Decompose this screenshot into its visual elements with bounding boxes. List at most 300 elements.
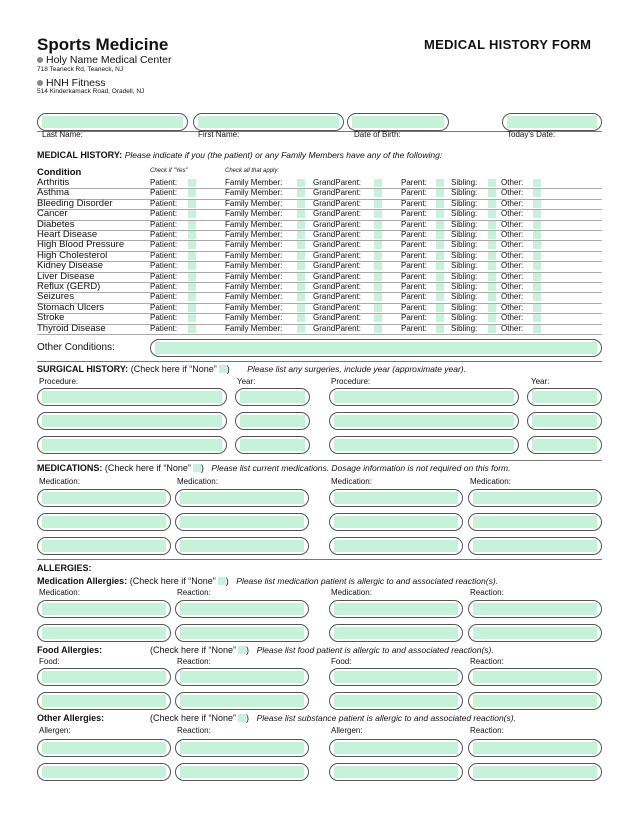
check-label: Family Member:: [225, 230, 283, 239]
check-label: Patient:: [150, 313, 178, 323]
condition-name: Asthma: [37, 187, 70, 199]
check-all-header: Check all that apply:: [225, 168, 280, 174]
check-label: Patient:: [150, 271, 178, 281]
condition-checkbox[interactable]: [374, 273, 382, 281]
check-label: Patient:: [150, 292, 178, 302]
medication-label: Medication:: [39, 477, 80, 486]
reaction-field[interactable]: [468, 692, 602, 710]
first-name-label: First Name:: [198, 130, 240, 139]
condition-checkbox[interactable]: [297, 293, 305, 301]
condition-name: Arthritis: [37, 177, 70, 188]
check-label: Other:: [501, 271, 524, 281]
check-label: Patient:: [150, 209, 178, 219]
other-allergies-none-checkbox[interactable]: [238, 714, 246, 722]
condition-checkbox[interactable]: [297, 189, 305, 197]
condition-checkbox[interactable]: [488, 293, 496, 301]
check-label: Patient:: [150, 198, 178, 208]
allergy-col1-label: Allergen:: [331, 726, 363, 735]
year-label: Year:: [531, 377, 550, 386]
check-label: Family Member:: [225, 302, 283, 312]
condition-checkbox[interactable]: [297, 252, 305, 260]
condition-name: Stomach Ulcers: [37, 301, 105, 313]
condition-checkbox[interactable]: [533, 231, 541, 239]
other-conditions-field[interactable]: [150, 339, 602, 357]
check-yes-header: Check if "Yes": [150, 168, 188, 174]
check-label: Sibling:: [451, 219, 478, 229]
check-label: Family Member:: [225, 292, 283, 302]
allergy-item-field[interactable]: [329, 624, 463, 642]
condition-checkbox[interactable]: [488, 200, 496, 208]
allergy-col2-label: Reaction:: [177, 657, 211, 666]
check-label: GrandParent:: [313, 261, 362, 271]
other-allergies-heading: Other Allergies:: [37, 713, 105, 723]
location-1: [37, 54, 171, 66]
medication-field[interactable]: [175, 513, 309, 531]
condition-checkbox[interactable]: [188, 231, 196, 239]
bullet-icon: [37, 80, 43, 86]
check-label: Parent:: [401, 313, 427, 323]
condition-checkbox[interactable]: [436, 252, 444, 260]
allergy-item-field[interactable]: [37, 624, 171, 642]
check-label: Sibling:: [451, 250, 478, 260]
allergy-col1-label: Food:: [39, 657, 60, 666]
form-title: MEDICAL HISTORY FORM: [424, 37, 592, 52]
medication-field[interactable]: [329, 537, 463, 555]
condition-checkbox[interactable]: [374, 241, 382, 249]
check-label: Sibling:: [451, 271, 478, 281]
condition-checkbox[interactable]: [297, 325, 305, 333]
medication-field[interactable]: [468, 537, 602, 555]
check-label: Parent:: [401, 292, 427, 302]
reaction-field[interactable]: [175, 763, 309, 781]
medication-label: Medication:: [470, 477, 511, 486]
check-label: GrandParent:: [313, 198, 362, 208]
other-allergies-note: (Check here if “None” ) Please list substance patient is allergic to and associated reaction(s).: [150, 713, 516, 723]
condition-checkbox[interactable]: [374, 221, 382, 229]
medication-field[interactable]: [175, 537, 309, 555]
condition-checkbox[interactable]: [188, 200, 196, 208]
check-label: Parent:: [401, 178, 427, 187]
location-name: Holy Name Medical Center: [46, 54, 172, 66]
allergy-col2-label: Reaction:: [470, 726, 504, 735]
check-label: Sibling:: [451, 230, 478, 239]
allergy-item-field[interactable]: [37, 668, 171, 686]
condition-name: Heart Disease: [37, 229, 98, 240]
condition-checkbox[interactable]: [436, 273, 444, 281]
condition-name: Reflux (GERD): [37, 281, 101, 292]
allergy-col2-label: Reaction:: [177, 726, 211, 735]
check-label: Family Member:: [225, 240, 283, 250]
condition-name: High Blood Pressure: [37, 239, 125, 251]
condition-checkbox[interactable]: [374, 200, 382, 208]
condition-checkbox[interactable]: [436, 262, 444, 270]
check-label: Other:: [501, 313, 524, 323]
condition-checkbox[interactable]: [488, 221, 496, 229]
check-label: Patient:: [150, 230, 178, 239]
medication-field[interactable]: [37, 513, 171, 531]
check-label: Other:: [501, 323, 524, 333]
location-address: 514 Kinderkamack Road, Oradell, NJ: [37, 88, 145, 95]
check-label: Patient:: [150, 188, 178, 198]
check-label: GrandParent:: [313, 250, 362, 260]
check-label: GrandParent:: [313, 219, 362, 229]
medical-history-heading: MEDICAL HISTORY: Please indicate if you (the patient) or any Family Members have any of the following:: [37, 150, 443, 160]
check-label: Parent:: [401, 302, 427, 312]
allergy-col2-label: Reaction:: [470, 588, 504, 597]
condition-checkbox[interactable]: [488, 314, 496, 322]
condition-checkbox[interactable]: [297, 221, 305, 229]
check-label: Family Member:: [225, 271, 283, 281]
last-name-label: Last Name:: [42, 130, 83, 139]
condition-name: Bleeding Disorder: [37, 197, 113, 209]
condition-checkbox[interactable]: [436, 241, 444, 249]
condition-checkbox[interactable]: [533, 325, 541, 333]
reaction-field[interactable]: [175, 624, 309, 642]
year-field[interactable]: [235, 412, 310, 430]
condition-checkbox[interactable]: [297, 210, 305, 218]
reaction-field[interactable]: [468, 624, 602, 642]
check-label: Sibling:: [451, 178, 478, 187]
check-label: GrandParent:: [313, 188, 362, 198]
check-label: Sibling:: [451, 292, 478, 302]
condition-checkbox[interactable]: [374, 283, 382, 291]
condition-checkbox[interactable]: [374, 314, 382, 322]
allergy-col1-label: Allergen:: [39, 726, 71, 735]
condition-checkbox[interactable]: [374, 179, 382, 187]
condition-checkbox[interactable]: [488, 210, 496, 218]
condition-checkbox[interactable]: [436, 179, 444, 187]
condition-checkbox[interactable]: [374, 262, 382, 270]
condition-checkbox[interactable]: [488, 304, 496, 312]
condition-checkbox[interactable]: [488, 189, 496, 197]
year-label: Year:: [237, 377, 256, 386]
condition-checkbox[interactable]: [188, 293, 196, 301]
check-label: Patient:: [150, 261, 178, 271]
medication-allergies-heading: Medication Allergies: (Check here if “None” ) Please list medication patient is allergic to and associated reaction(s).: [37, 576, 499, 586]
condition-checkbox[interactable]: [374, 293, 382, 301]
condition-checkbox[interactable]: [533, 273, 541, 281]
check-label: GrandParent:: [313, 313, 362, 323]
condition-checkbox[interactable]: [188, 325, 196, 333]
condition-checkbox[interactable]: [533, 179, 541, 187]
check-label: Patient:: [150, 178, 178, 187]
reaction-field[interactable]: [175, 668, 309, 686]
check-label: Sibling:: [451, 198, 478, 208]
condition-checkbox[interactable]: [188, 179, 196, 187]
medication-field[interactable]: [468, 513, 602, 531]
allergy-col1-label: Food:: [331, 657, 352, 666]
condition-checkbox[interactable]: [533, 304, 541, 312]
condition-checkbox[interactable]: [533, 283, 541, 291]
check-label: Family Member:: [225, 209, 283, 219]
condition-name: High Cholesterol: [37, 249, 108, 261]
condition-checkbox[interactable]: [488, 241, 496, 249]
allergy-item-field[interactable]: [329, 668, 463, 686]
dob-label: Date of Birth:: [354, 130, 401, 139]
condition-checkbox[interactable]: [488, 231, 496, 239]
condition-name: Seizures: [37, 291, 74, 303]
allergy-item-field[interactable]: [37, 763, 171, 781]
condition-checkbox[interactable]: [297, 262, 305, 270]
check-label: Parent:: [401, 323, 427, 333]
condition-checkbox[interactable]: [374, 189, 382, 197]
condition-checkbox[interactable]: [374, 231, 382, 239]
year-field[interactable]: [527, 388, 602, 406]
condition-checkbox[interactable]: [188, 262, 196, 270]
year-field[interactable]: [235, 436, 310, 454]
check-label: Other:: [501, 292, 524, 302]
condition-name: Stroke: [37, 312, 65, 324]
condition-checkbox[interactable]: [297, 304, 305, 312]
condition-checkbox[interactable]: [188, 210, 196, 218]
reaction-field[interactable]: [175, 739, 309, 757]
check-label: GrandParent:: [313, 178, 362, 187]
reaction-field[interactable]: [468, 668, 602, 686]
condition-checkbox[interactable]: [188, 273, 196, 281]
check-label: Family Member:: [225, 323, 283, 333]
condition-checkbox[interactable]: [436, 304, 444, 312]
condition-checkbox[interactable]: [488, 325, 496, 333]
condition-name: Thyroid Disease: [37, 322, 106, 334]
condition-checkbox[interactable]: [436, 325, 444, 333]
condition-checkbox[interactable]: [533, 221, 541, 229]
condition-checkbox[interactable]: [297, 241, 305, 249]
medication-field[interactable]: [175, 489, 309, 507]
check-label: Other:: [501, 240, 524, 250]
condition-column-header: Condition: [37, 167, 82, 178]
location-address: 718 Teaneck Rd, Teaneck, NJ: [37, 66, 124, 73]
allergy-col1-label: Medication:: [39, 588, 80, 597]
check-label: Family Member:: [225, 250, 283, 260]
condition-checkbox[interactable]: [188, 241, 196, 249]
check-label: Parent:: [401, 250, 427, 260]
check-label: Other:: [501, 261, 524, 271]
food-allergies-heading: Food Allergies:: [37, 645, 103, 655]
medication-label: Medication:: [331, 477, 372, 486]
check-label: Sibling:: [451, 282, 478, 291]
condition-checkbox[interactable]: [374, 252, 382, 260]
check-label: Parent:: [401, 188, 427, 198]
procedure-field[interactable]: [329, 412, 519, 430]
condition-checkbox[interactable]: [297, 179, 305, 187]
check-label: Parent:: [401, 261, 427, 271]
procedure-field[interactable]: [329, 388, 519, 406]
check-label: Parent:: [401, 230, 427, 239]
first-name-field[interactable]: [193, 113, 344, 131]
condition-checkbox[interactable]: [374, 210, 382, 218]
condition-checkbox[interactable]: [374, 325, 382, 333]
allergy-item-field[interactable]: [37, 600, 171, 618]
procedure-label: Procedure:: [331, 377, 371, 386]
check-label: Family Member:: [225, 313, 283, 323]
condition-checkbox[interactable]: [533, 252, 541, 260]
check-label: Parent:: [401, 240, 427, 250]
condition-checkbox[interactable]: [436, 231, 444, 239]
condition-checkbox[interactable]: [436, 314, 444, 322]
bullet-icon: [37, 57, 43, 63]
today-date-field[interactable]: [502, 113, 602, 131]
condition-checkbox[interactable]: [374, 304, 382, 312]
check-label: GrandParent:: [313, 282, 362, 291]
condition-checkbox[interactable]: [533, 314, 541, 322]
check-label: Family Member:: [225, 219, 283, 229]
condition-checkbox[interactable]: [297, 314, 305, 322]
check-label: Sibling:: [451, 209, 478, 219]
check-label: GrandParent:: [313, 302, 362, 312]
condition-checkbox[interactable]: [436, 200, 444, 208]
allergy-item-field[interactable]: [37, 692, 171, 710]
procedure-label: Procedure:: [39, 377, 79, 386]
condition-checkbox[interactable]: [188, 283, 196, 291]
food-allergies-none-checkbox[interactable]: [238, 646, 246, 654]
condition-name: Liver Disease: [37, 270, 95, 282]
medication-field[interactable]: [37, 537, 171, 555]
allergy-item-field[interactable]: [37, 739, 171, 757]
surgical-history-heading: SURGICAL HISTORY: (Check here if “None” ) Please list any surgeries, include year (approximate year).: [37, 364, 467, 374]
condition-checkbox[interactable]: [436, 189, 444, 197]
other-conditions-label: Other Conditions:: [37, 342, 115, 353]
check-label: Other:: [501, 302, 524, 312]
check-label: GrandParent:: [313, 240, 362, 250]
allergy-col2-label: Reaction:: [177, 588, 211, 597]
condition-checkbox[interactable]: [188, 189, 196, 197]
location-name: HNH Fitness: [46, 77, 106, 89]
medication-field[interactable]: [37, 489, 171, 507]
condition-checkbox[interactable]: [436, 293, 444, 301]
check-label: Other:: [501, 219, 524, 229]
check-label: GrandParent:: [313, 292, 362, 302]
dob-field[interactable]: [347, 113, 449, 131]
condition-checkbox[interactable]: [533, 210, 541, 218]
check-label: Parent:: [401, 282, 427, 291]
check-label: GrandParent:: [313, 209, 362, 219]
medication-field[interactable]: [329, 489, 463, 507]
condition-checkbox[interactable]: [533, 262, 541, 270]
check-label: Sibling:: [451, 188, 478, 198]
check-label: Sibling:: [451, 313, 478, 323]
check-label: Family Member:: [225, 198, 283, 208]
check-label: GrandParent:: [313, 271, 362, 281]
condition-checkbox[interactable]: [188, 252, 196, 260]
check-label: GrandParent:: [313, 230, 362, 239]
clinic-title: Sports Medicine: [37, 35, 169, 54]
procedure-field[interactable]: [329, 436, 519, 454]
condition-checkbox[interactable]: [436, 283, 444, 291]
condition-row: [37, 324, 602, 335]
condition-name: Cancer: [37, 208, 68, 220]
condition-checkbox[interactable]: [188, 304, 196, 312]
check-label: Parent:: [401, 198, 427, 208]
check-label: Patient:: [150, 240, 178, 250]
condition-checkbox[interactable]: [533, 293, 541, 301]
check-label: Family Member:: [225, 282, 283, 291]
check-label: Parent:: [401, 219, 427, 229]
reaction-field[interactable]: [175, 692, 309, 710]
check-label: Sibling:: [451, 240, 478, 250]
check-label: Other:: [501, 188, 524, 198]
condition-checkbox[interactable]: [188, 314, 196, 322]
check-label: Patient:: [150, 250, 178, 260]
allergy-item-field[interactable]: [329, 692, 463, 710]
check-label: Other:: [501, 178, 524, 187]
condition-checkbox[interactable]: [297, 283, 305, 291]
condition-checkbox[interactable]: [533, 241, 541, 249]
check-label: Parent:: [401, 271, 427, 281]
condition-checkbox[interactable]: [488, 252, 496, 260]
check-label: Patient:: [150, 282, 178, 291]
check-label: Patient:: [150, 302, 178, 312]
check-label: Family Member:: [225, 178, 283, 187]
procedure-field[interactable]: [37, 436, 227, 454]
condition-checkbox[interactable]: [297, 200, 305, 208]
check-label: Other:: [501, 198, 524, 208]
allergy-col2-label: Reaction:: [470, 657, 504, 666]
medication-label: Medication:: [177, 477, 218, 486]
check-label: Patient:: [150, 219, 178, 229]
allergies-heading: ALLERGIES:: [37, 563, 92, 573]
check-label: GrandParent:: [313, 323, 362, 333]
allergy-item-field[interactable]: [329, 600, 463, 618]
allergy-item-field[interactable]: [329, 739, 463, 757]
check-label: Sibling:: [451, 323, 478, 333]
condition-checkbox[interactable]: [488, 262, 496, 270]
year-field[interactable]: [527, 412, 602, 430]
condition-checkbox[interactable]: [436, 221, 444, 229]
medication-field[interactable]: [329, 513, 463, 531]
condition-checkbox[interactable]: [488, 273, 496, 281]
condition-checkbox[interactable]: [188, 221, 196, 229]
reaction-field[interactable]: [468, 600, 602, 618]
procedure-field[interactable]: [37, 412, 227, 430]
today-date-label: Today's Date:: [507, 130, 556, 139]
condition-checkbox[interactable]: [488, 179, 496, 187]
procedure-field[interactable]: [37, 388, 227, 406]
reaction-field[interactable]: [468, 739, 602, 757]
check-label: Other:: [501, 282, 524, 291]
medication-field[interactable]: [468, 489, 602, 507]
check-label: Family Member:: [225, 188, 283, 198]
check-label: Other:: [501, 250, 524, 260]
check-label: Sibling:: [451, 302, 478, 312]
condition-checkbox[interactable]: [297, 231, 305, 239]
check-label: Other:: [501, 230, 524, 239]
condition-checkbox[interactable]: [533, 200, 541, 208]
med-allergies-none-checkbox[interactable]: [218, 577, 226, 585]
year-field[interactable]: [235, 388, 310, 406]
condition-checkbox[interactable]: [436, 210, 444, 218]
check-label: Family Member:: [225, 261, 283, 271]
medications-none-checkbox[interactable]: [193, 464, 201, 472]
check-label: Patient:: [150, 323, 178, 333]
last-name-field[interactable]: [37, 113, 188, 131]
condition-checkbox[interactable]: [488, 283, 496, 291]
check-label: Other:: [501, 209, 524, 219]
condition-name: Kidney Disease: [37, 260, 104, 272]
surgical-none-checkbox[interactable]: [219, 365, 227, 373]
condition-checkbox[interactable]: [297, 273, 305, 281]
condition-name: Diabetes: [37, 218, 75, 230]
condition-checkbox[interactable]: [533, 189, 541, 197]
reaction-field[interactable]: [175, 600, 309, 618]
year-field[interactable]: [527, 436, 602, 454]
check-label: Sibling:: [451, 261, 478, 271]
reaction-field[interactable]: [468, 763, 602, 781]
medications-heading: MEDICATIONS: (Check here if “None” ) Please list current medications. Dosage information is not required on this form.: [37, 463, 511, 473]
food-allergies-note: (Check here if “None” ) Please list food patient is allergic to and associated reaction(s).: [150, 645, 494, 655]
allergy-col1-label: Medication:: [331, 588, 372, 597]
allergy-item-field[interactable]: [329, 763, 463, 781]
check-label: Parent:: [401, 209, 427, 219]
